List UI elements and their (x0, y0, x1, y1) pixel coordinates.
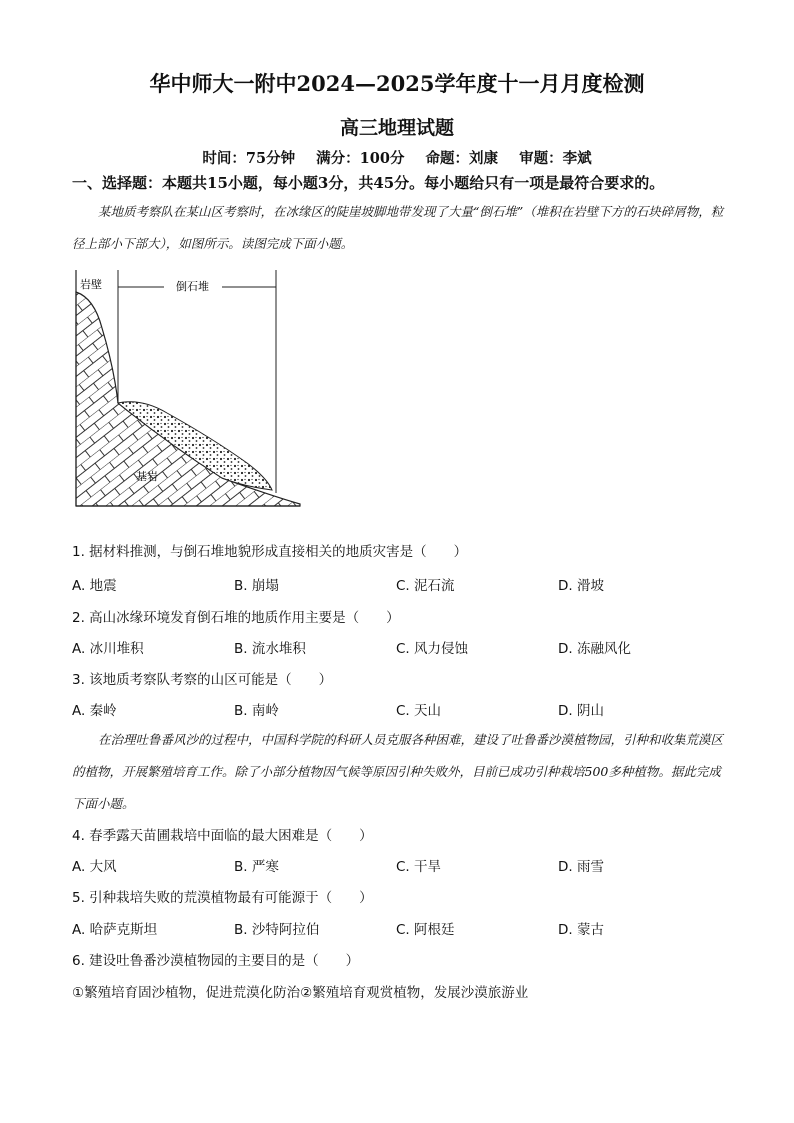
label-cliff: 岩壁 (80, 278, 102, 291)
passage-scree: 某地质考察队在某山区考察时，在冰缘区的陡崖坡脚地带发现了大量“倒石堆”（堆积在岩壁下方的石块碎屑物，粒径上部小下部大），如图所示。读图完成下面小题。 (72, 204, 724, 251)
q1-option-a[interactable]: A. 地震 (72, 578, 117, 594)
q2-option-b[interactable]: B. 流水堆积 (234, 641, 306, 657)
question-6: 6. 建设吐鲁番沙漠植物园的主要目的是（ ） (72, 953, 360, 969)
exam-author: 命题：刘康 (425, 150, 499, 167)
q5-option-d[interactable]: D. 蒙古 (558, 922, 604, 938)
exam-title: 华中师大一附中2024—2025学年度十一月月度检测 (149, 71, 645, 96)
exam-time: 时间：75分钟 (202, 150, 296, 167)
exam-meta (0, 147, 794, 168)
q2-option-a[interactable]: A. 冰川堆积 (72, 641, 144, 657)
q2-option-c[interactable]: C. 风力侵蚀 (396, 641, 469, 657)
q4-option-a[interactable]: A. 大风 (72, 859, 117, 875)
q5-option-b[interactable]: B. 沙特阿拉伯 (234, 922, 320, 938)
q1-option-b[interactable]: B. 崩塌 (234, 578, 279, 594)
q6-statements: ①繁殖培育固沙植物，促进荒漠化防治②繁殖培育观赏植物，发展沙漠旅游业 (72, 985, 529, 1001)
question-5: 5. 引种栽培失败的荒漠植物最有可能源于（ ） (72, 890, 373, 906)
label-bedrock: 基岩 (136, 470, 158, 483)
question-3: 3. 该地质考察队考察的山区可能是（ ） (72, 672, 333, 688)
question-1: 1. 据材料推测，与倒石堆地貌形成直接相关的地质灾害是（ ） (72, 544, 468, 560)
passage-turpan: 在治理吐鲁番风沙的过程中，中国科学院的科研人员克服各种困难，建设了吐鲁番沙漠植物园，引种和收集荒漠区的植物，开展繁殖培育工作。除了小部分植物因气候等原因引种失败外，目前已成功引种栽培500多种植物。据此完成下面小题。 (72, 732, 724, 811)
q4-option-c[interactable]: C. 干旱 (396, 859, 442, 875)
scree-diagram (72, 268, 304, 514)
question-4: 4. 春季露天苗圃栽培中面临的最大困难是（ ） (72, 828, 373, 844)
q3-option-d[interactable]: D. 阴山 (558, 703, 604, 719)
exam-reviewer: 审题：李斌 (519, 150, 592, 167)
q4-option-d[interactable]: D. 雨雪 (558, 859, 604, 875)
q1-option-d[interactable]: D. 滑坡 (558, 578, 604, 594)
q3-option-a[interactable]: A. 秦岭 (72, 703, 117, 719)
exam-score: 满分：100分 (316, 150, 405, 167)
q2-option-d[interactable]: D. 冻融风化 (558, 641, 631, 657)
q3-option-c[interactable]: C. 天山 (396, 703, 442, 719)
exam-subtitle: 高三地理试题 (339, 117, 454, 139)
q1-option-c[interactable]: C. 泥石流 (396, 578, 455, 594)
section-heading: 一、选择题：本题共15小题，每小题3分，共45分。每小题给只有一项是最符合要求的。 (72, 174, 665, 192)
scree-figure (72, 268, 304, 518)
q5-option-c[interactable]: C. 阿根廷 (396, 922, 455, 938)
q3-option-b[interactable]: B. 南岭 (234, 703, 279, 719)
q4-option-b[interactable]: B. 严寒 (234, 859, 279, 875)
bedrock-shape (76, 292, 300, 506)
q5-option-a[interactable]: A. 哈萨克斯坦 (72, 922, 158, 938)
question-2: 2. 高山冰缘环境发育倒石堆的地质作用主要是（ ） (72, 610, 400, 626)
label-scree: 倒石堆 (176, 280, 209, 293)
